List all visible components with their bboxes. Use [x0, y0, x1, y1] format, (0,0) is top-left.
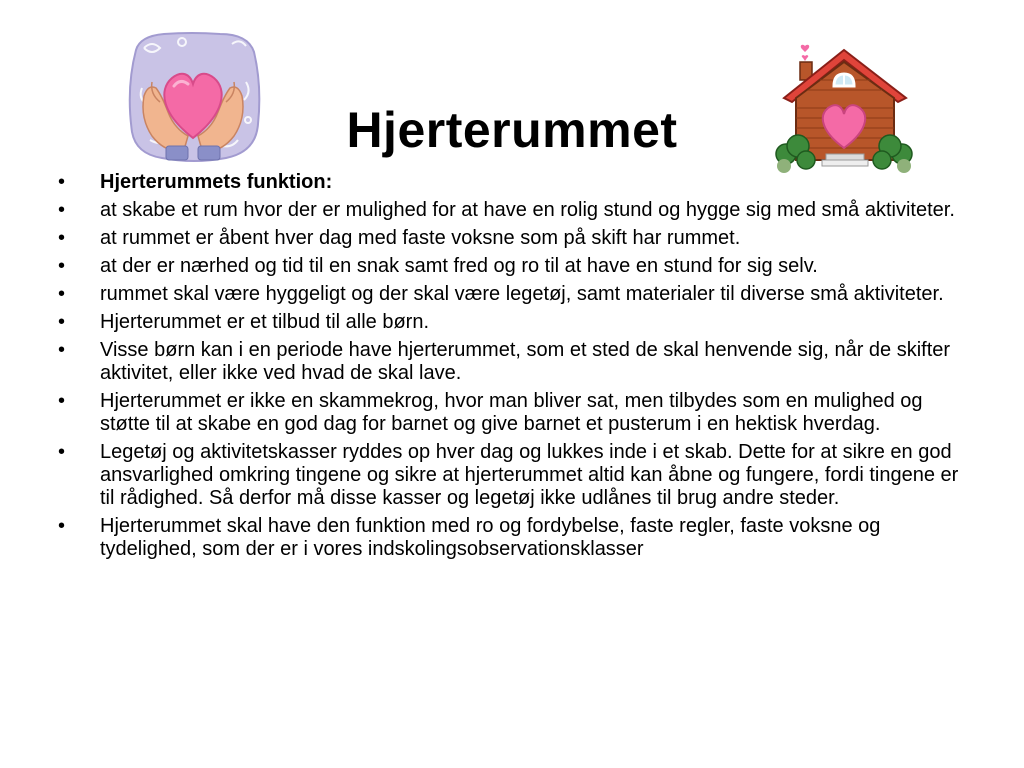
list-item-text: Hjerterummet skal have den funktion med ro og fordybelse, faste regler, faste voksne og tydelighed, som der er i vores indskolingsobservationsklasser — [100, 515, 881, 560]
list-item — [58, 255, 968, 278]
slide-title: Hjerterummet — [346, 101, 678, 158]
list-item-text: Visse børn kan i en periode have hjerterummet, som et sted de skal henvende sig, når de skifter aktivitet, eller ikke ved hvad de skal lave. — [100, 339, 951, 384]
list-item — [58, 339, 968, 385]
list-item — [58, 515, 968, 561]
list-item — [58, 441, 968, 510]
list-item-text: Hjerterummets funktion: — [100, 171, 333, 193]
list-item-text: Legetøj og aktivitetskasser ryddes op hver dag og lukkes inde i et skab. Dette for at sikre en god ansvarlighed omkring tingene og sikre at hjerterummet altid kan åbne og fungere, fordi tingene er til rådighed. Så derfor må disse kasser og legetøj ikke udlånes til brug andre steder. — [100, 441, 959, 509]
list-item-text: Hjerterummet er et tilbud til alle børn. — [100, 311, 430, 333]
bullet-icon: • — [58, 311, 66, 333]
bullet-icon: • — [58, 339, 66, 361]
bullet-icon: • — [58, 199, 66, 221]
bullet-list — [58, 171, 968, 566]
list-item — [58, 171, 968, 194]
list-item — [58, 199, 968, 222]
bullet-icon: • — [58, 390, 66, 412]
list-item-text: at der er nærhed og tid til en snak samt fred og ro til at have en stund for sig selv. — [100, 255, 818, 277]
list-item-text: Hjerterummet er ikke en skammekrog, hvor man bliver sat, men tilbydes som en mulighed og støtte til at skabe en god dag for barnet og give barnet et pusterum i en hektisk hverdag. — [100, 390, 923, 435]
list-item-text: at rummet er åbent hver dag med faste voksne som på skift har rummet. — [100, 227, 741, 249]
list-item — [58, 390, 968, 436]
list-item-text: rummet skal være hyggeligt og der skal være legetøj, samt materialer til diverse små aktiviteter. — [100, 283, 944, 305]
bullet-icon: • — [58, 441, 66, 463]
bullet-icon: • — [58, 171, 66, 193]
list-item — [58, 283, 968, 306]
list-item-text: at skabe et rum hvor der er mulighed for at have en rolig stund og hygge sig med små aktiviteter. — [100, 199, 955, 221]
bullet-icon: • — [58, 283, 66, 305]
list-item — [58, 227, 968, 250]
bullet-icon: • — [58, 227, 66, 249]
list-item — [58, 311, 968, 334]
bullet-icon: • — [58, 515, 66, 537]
bullet-icon: • — [58, 255, 66, 277]
